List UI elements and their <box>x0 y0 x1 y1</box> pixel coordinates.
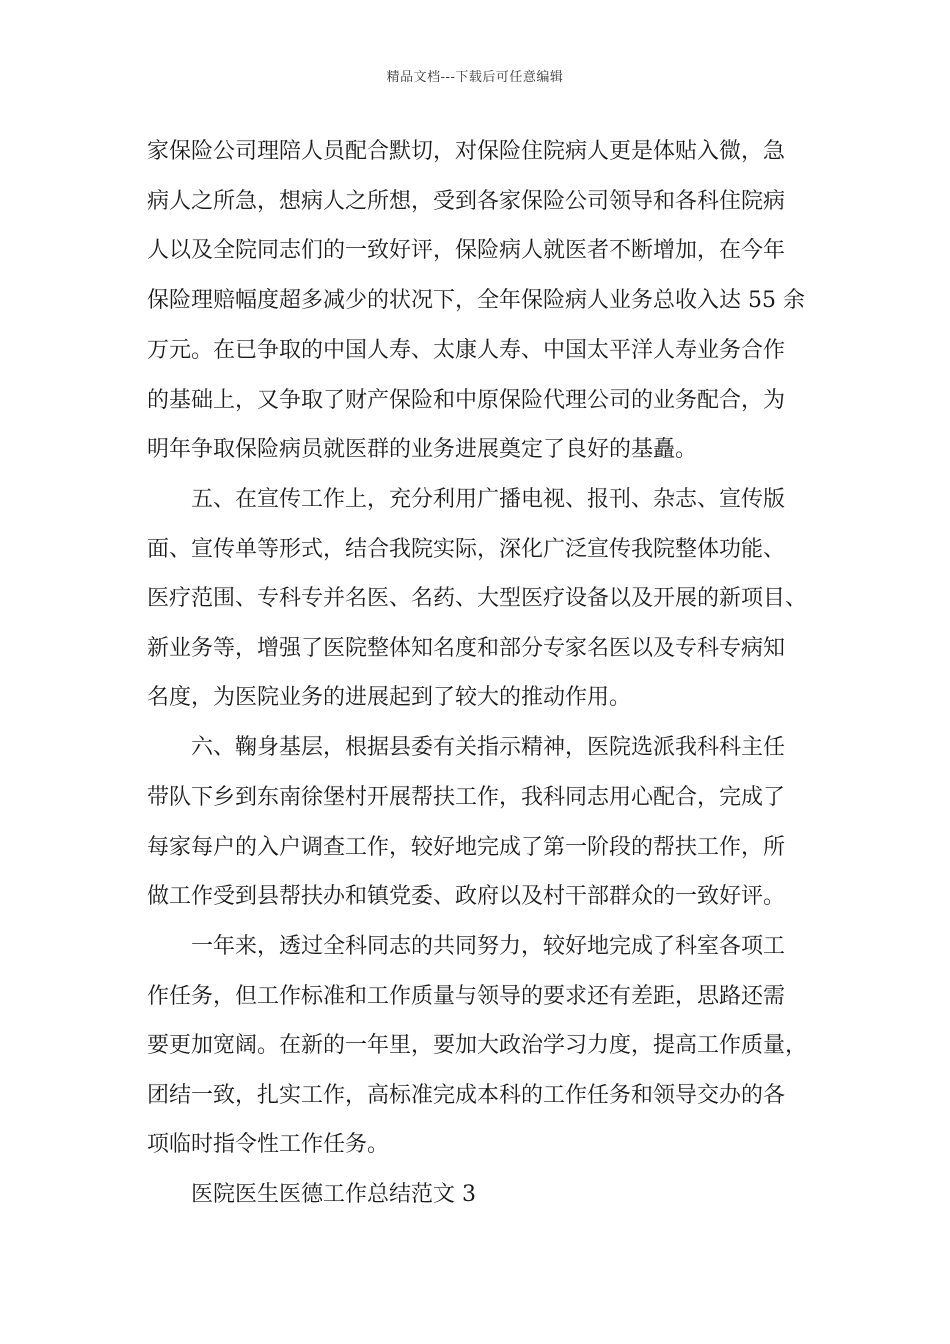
text-line: 病人之所急，想病人之所想，受到各家保险公司领导和各科住院病 <box>147 189 786 214</box>
text-line: 保险理赔幅度超多减少的状况下，全年保险病人业务总收入达 55 余 <box>147 288 805 313</box>
paragraph-first-line: 一年来，透过全科同志的共同努力，较好地完成了科室各项工 <box>191 934 786 959</box>
text-line: 医疗范围、专科专并名医、名药、大型医疗设备以及开展的新项目、 <box>147 586 808 611</box>
text-line: 每家每户的入户调查工作，较好地完成了第一阶段的帮扶工作，所 <box>147 835 786 860</box>
text-line: 名度，为医院业务的进展起到了较大的推动作用。 <box>147 685 632 710</box>
text-line: 要更加宽阔。在新的一年里，要加大政治学习力度，提高工作质量， <box>147 1033 808 1058</box>
text-line: 人以及全院同志们的一致好评，保险病人就医者不断增加，在今年 <box>147 238 786 263</box>
text-line: 带队下乡到东南徐堡村开展帮扶工作，我科同志用心配合，完成了 <box>147 785 786 810</box>
text-line: 家保险公司理陪人员配合默切，对保险住院病人更是体贴入微，急 <box>147 139 786 164</box>
text-line: 面、宣传单等形式，结合我院实际，深化广泛宣传我院整体功能、 <box>147 537 786 562</box>
text-line: 团结一致，扎实工作，高标准完成本科的工作任务和领导交办的各 <box>147 1083 786 1108</box>
page-header: 精品文档---下载后可任意编辑 <box>386 70 564 85</box>
paragraph-first-line: 五、在宣传工作上，充分利用广播电视、报刊、杂志、宣传版 <box>191 487 786 512</box>
text-line: 的基础上，又争取了财产保险和中原保险代理公司的业务配合，为 <box>147 388 786 413</box>
text-line: 作任务，但工作标准和工作质量与领导的要求还有差距，思路还需 <box>147 984 786 1009</box>
text-line: 明年争取保险病员就医群的业务进展奠定了良好的基矗。 <box>147 437 698 462</box>
text-line: 新业务等，增强了医院整体知名度和部分专家名医以及专科专病知 <box>147 636 786 661</box>
section-heading: 医院医生医德工作总结范文 3 <box>191 1182 476 1207</box>
text-line: 做工作受到县帮扶办和镇党委、政府以及村干部群众的一致好评。 <box>147 884 786 909</box>
text-line: 项临时指令性工作任务。 <box>147 1132 390 1157</box>
paragraph-first-line: 六、鞠身基层，根据县委有关指示精神，医院选派我科科主任 <box>191 735 786 760</box>
text-line: 万元。在已争取的中国人寿、太康人寿、中国太平洋人寿业务合作 <box>147 338 786 363</box>
